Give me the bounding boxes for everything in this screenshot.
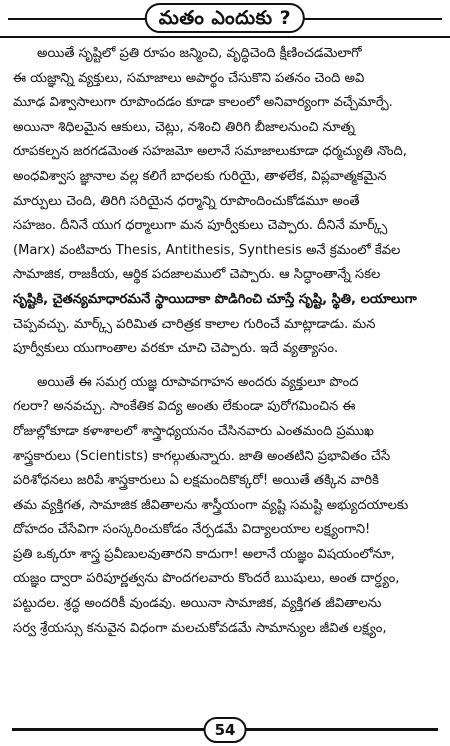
paragraph-2 — [13, 371, 437, 642]
paragraph-1 — [13, 42, 437, 362]
text-line: గలరా? అనవచ్చు. సాంకేతిక విద్య అంతు లేకుండా పురోగమించిన ఈ — [13, 399, 356, 415]
text-line: అంధవిశ్వాస జ్ఞానాల వల్ల కలిగే బాధలకు గురియై, తాళలేక, విప్లవాత్మకమైన — [13, 168, 387, 184]
text-line: తమ వ్యక్తిగత, సామాజిక జీవితాలను శాస్త్రీయంగా వ్యష్టి సమష్టి అభ్యుదయాలకు — [13, 497, 409, 513]
text-line: శాస్త్రకారులు (Scientists) కాగల్గుతున్నారు. జాతి అంతటిని ప్రభావితం చేసే — [13, 448, 391, 464]
text-line: పట్టుదల. శ్రద్ధ అందరికీ వుండవు. అయినా సామాజిక, వ్యక్తిగత జీవితాలను — [13, 596, 382, 612]
text-line: అయినా శిధిలమైన ఆకులు, చెట్లు, నశించి తిరిగి బీజాలనుంచి నూత్న — [13, 119, 355, 135]
chapter-header — [0, 0, 450, 38]
text-line: ప్రతి ఒక్కరూ శాస్త్ర ప్రవీణులవుతారని కాదుగా! అలానే యజ్ఞం విషయంలోనూ, — [13, 546, 395, 562]
text-line: దోహదం చేసేవిగా సంస్కరించుకోడం నేర్పడమే విద్యాలయాల లక్ష్యంగాని! — [13, 522, 371, 538]
text-line: పూర్వీకులు యుగాంతాల వరకూ చూచి చెప్పారు. ఇదే వ్యత్యాసం. — [13, 341, 339, 357]
text-line: ఈ యజ్ఞాన్ని వ్యక్తులు, సమాజాలు అపార్థం చేసుకొని పతనం చెంది అవి — [13, 70, 365, 86]
text-line: మూఢ విశ్వాసాలుగా రూపొందడం కూడా కాలంలో అనివార్యంగా వచ్చేమార్పే. — [13, 95, 393, 111]
text-line: అయితే సృష్టిలో ప్రతి రూపం జన్మించి, వృద్ధిచెంది క్షీణించడమెలాగో — [37, 46, 362, 61]
text-line: సామాజిక, రాజకీయ, ఆర్థిక పదజాలములో చెప్పారు. ఆ సిద్ధాంతాన్నే సకల — [13, 267, 381, 283]
text-line: చెప్పవచ్చు. మార్క్స్ పరిమిత చారిత్రక కాలాల గురించే మాట్లాడాడు. మన — [13, 316, 376, 332]
chapter-title: మతం ఎందుకు ? — [145, 3, 305, 33]
text-line: మార్పులు చెంది, తిరిగి సరియైన ధర్మాన్ని రూపొందించుకోడమూ అంతే — [13, 193, 360, 209]
text-line: సర్వ శ్రేయస్సు కనువైన విధంగా మలచుకోవడమే సామాన్యుల జీవిత లక్ష్యం, — [13, 620, 387, 636]
page-body — [13, 42, 437, 641]
text-line: సహజం. దీనినే యుగ ధర్మాలుగా మన పూర్వీకులు చెప్పారు. దీనినే మార్క్స్ — [13, 218, 388, 234]
text-line: రూపకల్పన జరగడమెంత సహజమో అలానే సమాజాలుకూడా ధర్మచ్యుతి నొంది, — [13, 144, 407, 160]
page-number: 54 — [204, 717, 247, 743]
text-line: అయితే ఈ సమగ్ర యజ్ఞ రూపావగాహన అందరు వ్యక్తులూ పొంద — [37, 374, 359, 390]
page-footer — [0, 716, 450, 746]
text-line: సృష్టికి, చైతన్యమాధారమనే స్థాయిదాకా పొడిగించి చూస్తే సృష్టి, స్థితి, లయాలుగా — [13, 291, 417, 307]
text-line: యజ్ఞం ద్వారా పరిపూర్ణత్వను పొందగలవారు కొందరే ఋషులు, అంత దార్ఢ్యం, — [13, 571, 400, 587]
text-line: రోజుల్లోకూడా కళాశాలలో శాస్త్రాధ్యయనం చేసినవారు ఎంతమంది ప్రముఖ — [13, 423, 374, 439]
text-line: పరిశోధనలు జరిపే శాస్త్రకారులు ఏ లక్షమందికొక్కరో! అయితే తక్కిన వారికి — [13, 473, 379, 489]
text-line: (Marx) వంటివారు Thesis, Antithesis, Synthesis అనే క్రమంలో కేవల — [13, 242, 401, 258]
